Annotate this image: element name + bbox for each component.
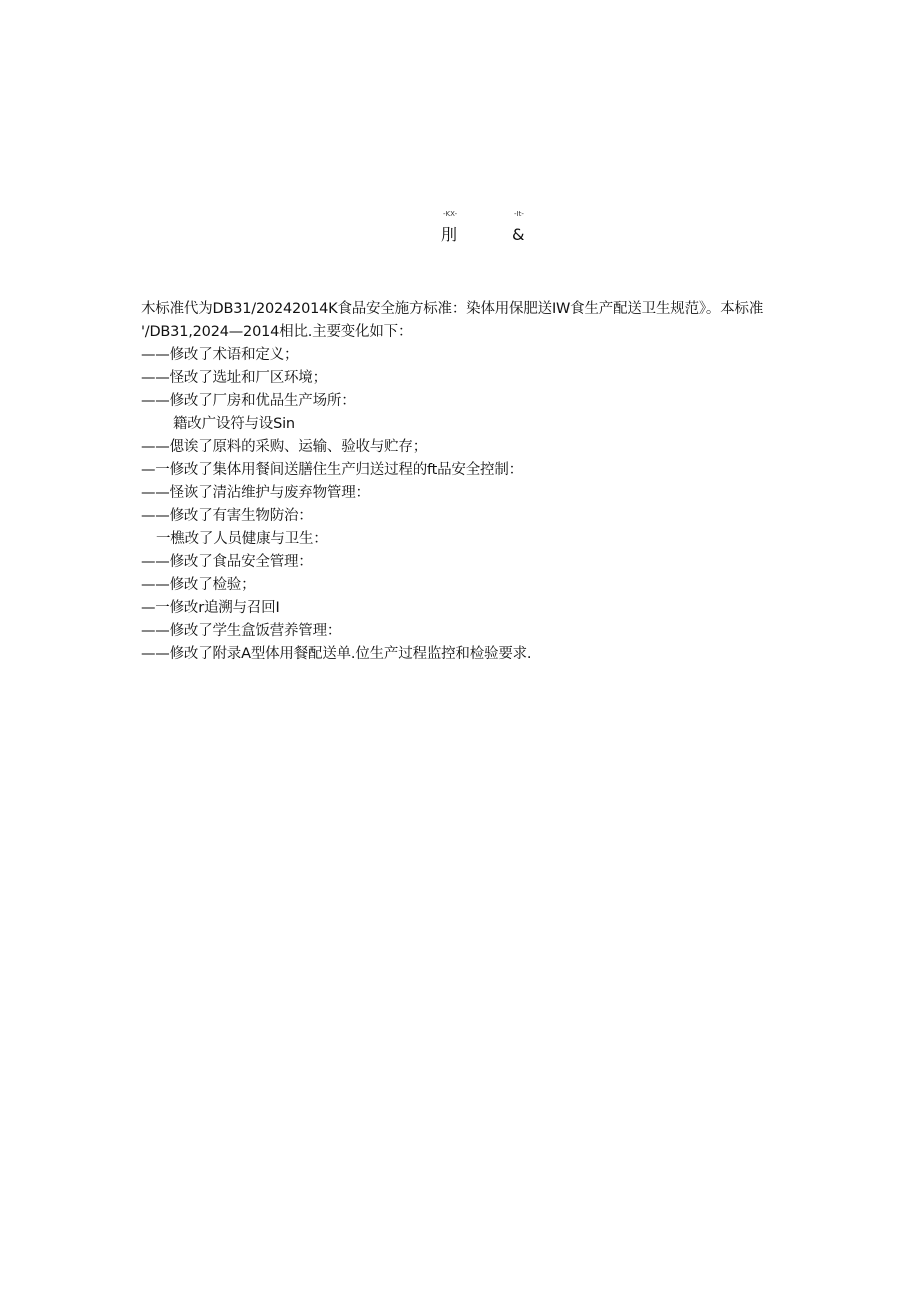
foreword-body <box>141 298 781 666</box>
header-small-left: -KX- <box>443 210 458 218</box>
change-item: ——修改了厂房和优品生产场所： <box>141 393 356 409</box>
change-item: ——怪诙了清沾维护与废弃物管理： <box>141 485 370 501</box>
change-item: ——修改了附录A型体用餐配送单.位生产过程监控和检验要求. <box>141 646 532 662</box>
intro-line-2: '/DB31,2024—2014相比.主要变化如下： <box>141 324 413 340</box>
change-item: ——修改了食品安全管理： <box>141 554 313 570</box>
intro-line-1: 木标准代为DB31/20242014K食品安全施方标准：染体用保肥送IW食生产配送卫生规范》。本标准 <box>141 301 764 317</box>
change-item: —一修改了集体用餐间送膳住生产归送过程的ft品安全控制： <box>141 462 523 478</box>
change-item: 籍改广设符与设Sin <box>173 416 295 432</box>
header-title-left: 刖 <box>441 225 458 244</box>
change-item: —一修改r追溯与召回I <box>141 600 280 616</box>
change-item: 一樵改了人员健康与卫生： <box>156 531 328 547</box>
header-small-right: -It- <box>514 210 524 218</box>
change-item: ——偲诶了原料的采购、运输、验收与贮存； <box>141 439 427 455</box>
change-item: ——修改了有害生物防治： <box>141 508 313 524</box>
change-item: ——修改了术语和定义； <box>141 347 299 363</box>
change-item: ——修改了学生盒饭营养管理： <box>141 623 342 639</box>
header-title-right: & <box>512 225 525 244</box>
change-item: ——修改了检验； <box>141 577 256 593</box>
change-item: ——怪改了选址和厂区环境； <box>141 370 327 386</box>
